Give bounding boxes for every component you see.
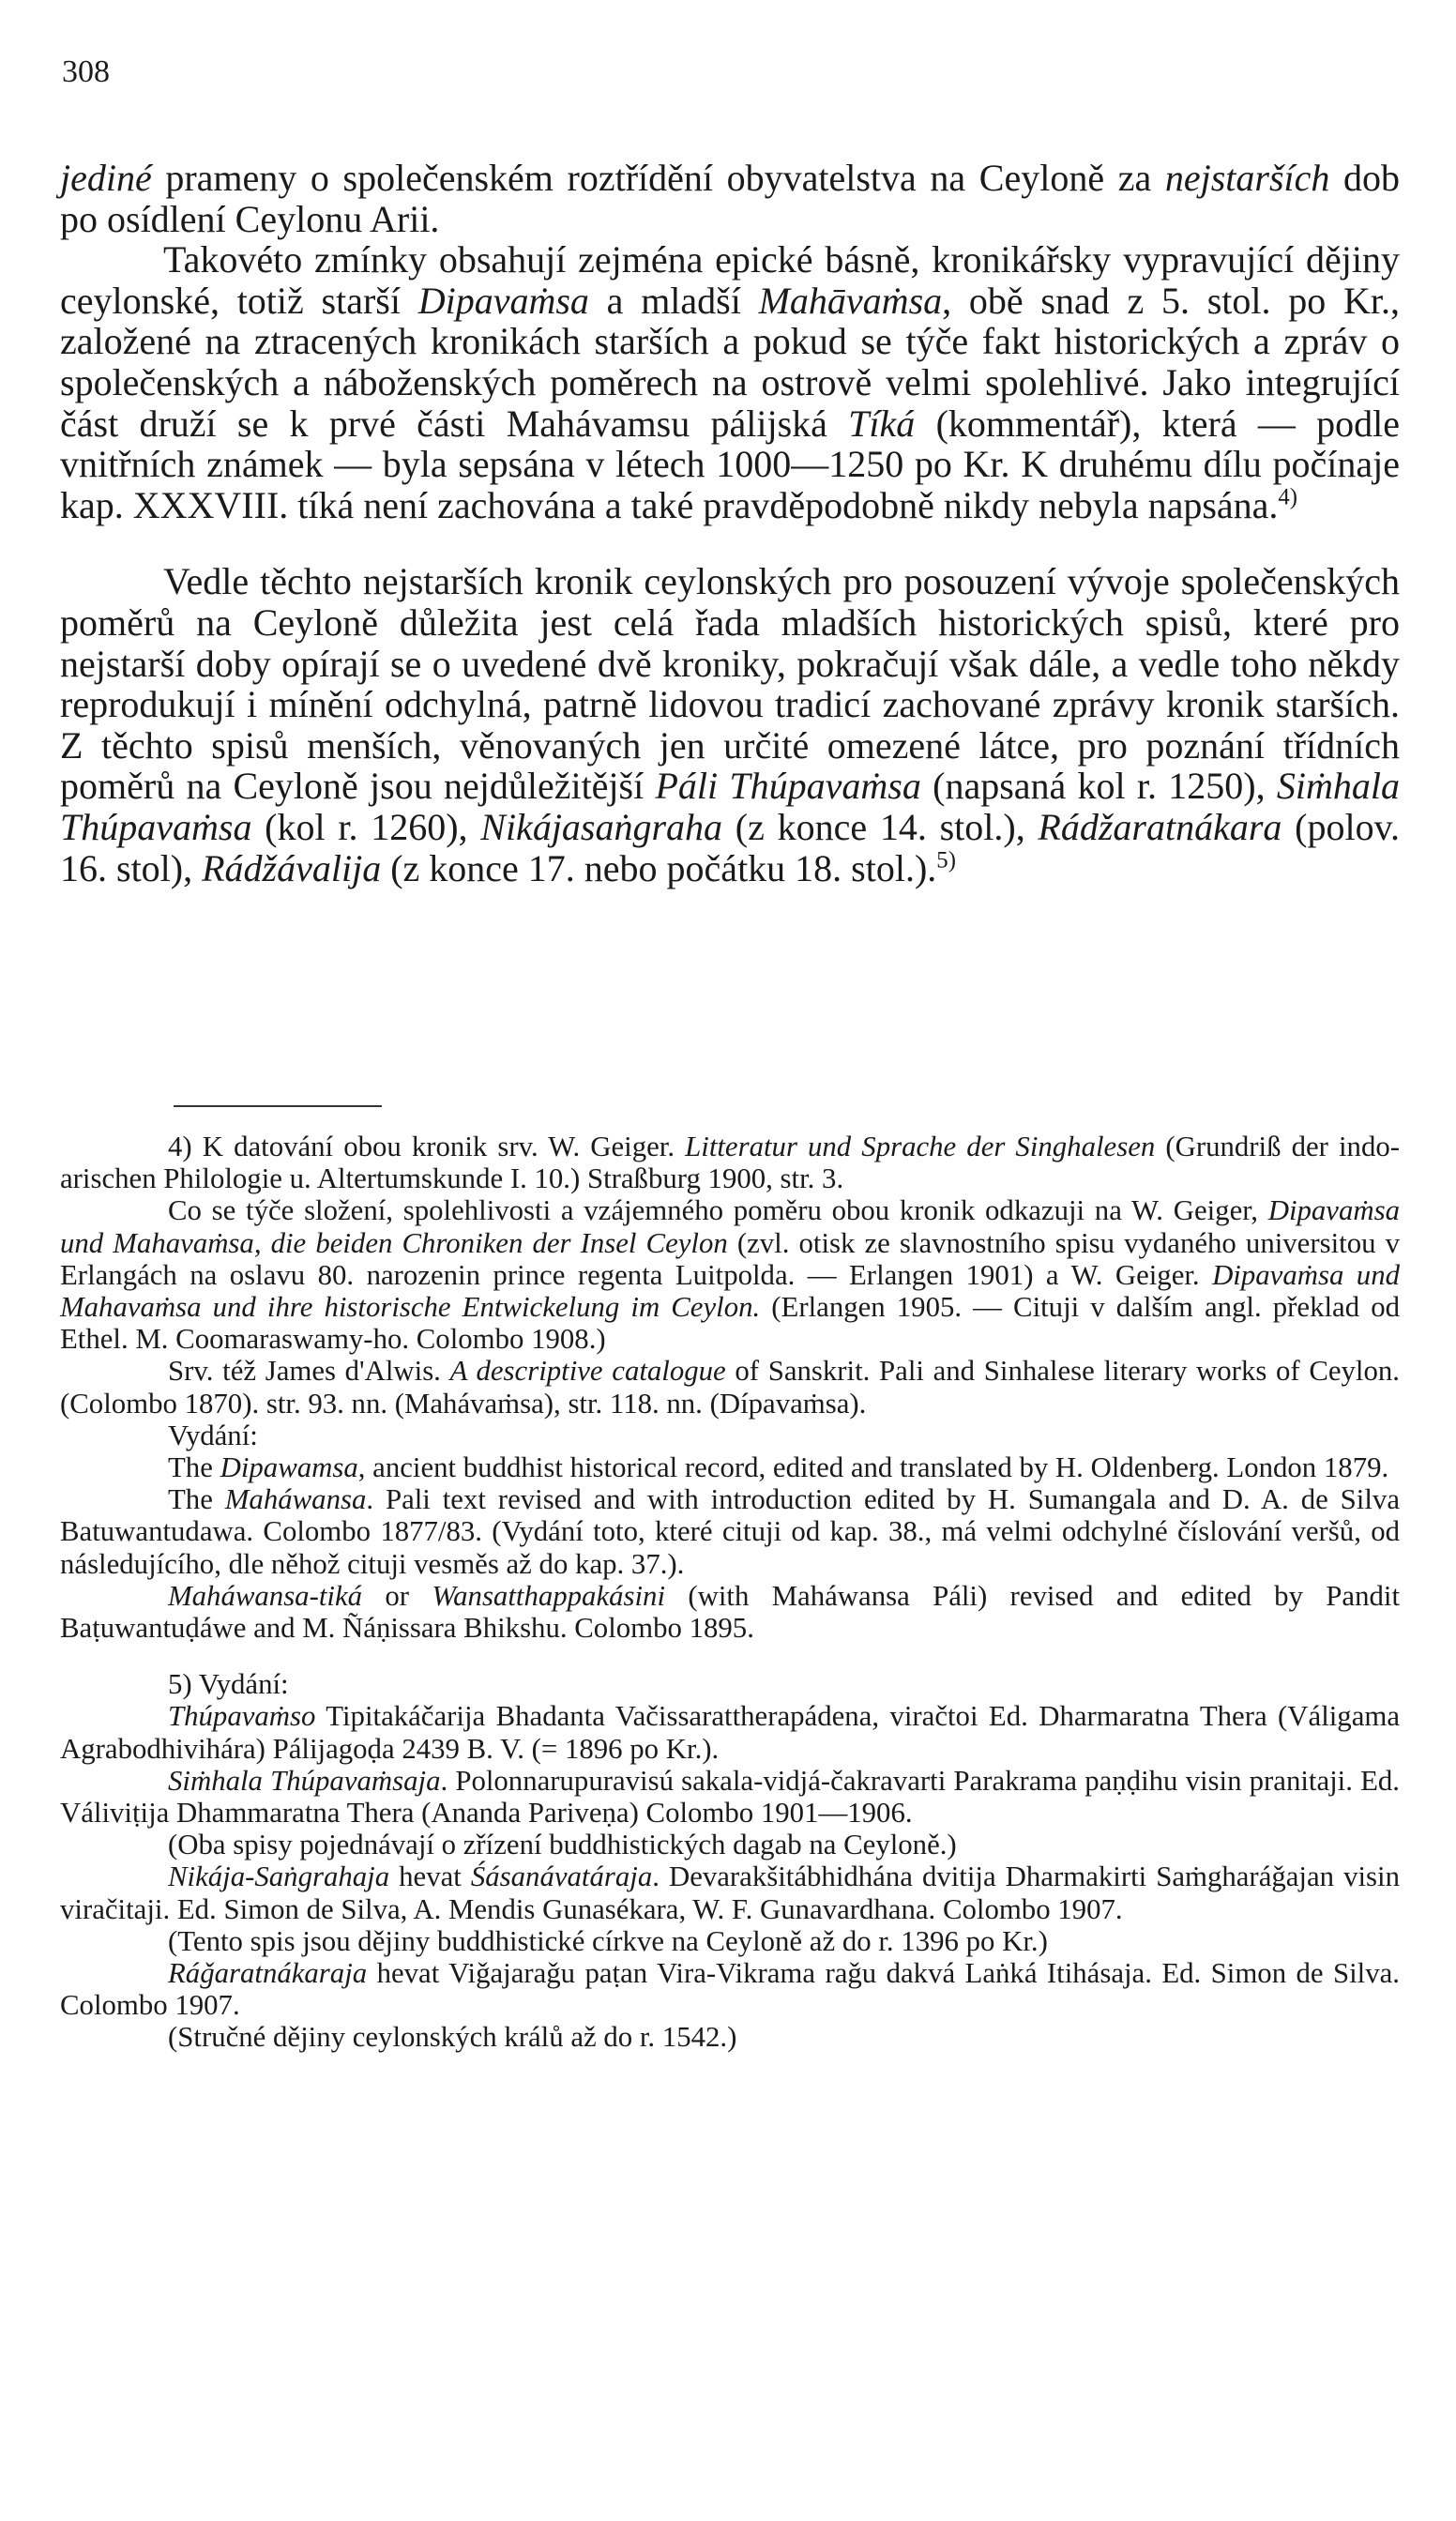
footnote-paragraph: Srv. též James d'Alwis. A descriptive catalogue of Sanskrit. Pali and Sinhalese literary works of Ceylon. (Colombo 1870). str. 93. nn. (Mahávaṁsa), str. 118. nn. (Dípavaṁsa). [60,1355,1400,1420]
footnote-ref-4[interactable]: 4) [1278,484,1298,510]
title-mahavamsa: Mahāvaṁsa [758,279,943,322]
footnote-divider [174,1105,382,1107]
footnote-paragraph: The Maháwansa. Pali text revised and with introduction edited by H. Sumangala and D. A. de Silva Batuwantudawa. Colombo 1877/83. (Vydání toto, které cituji od kap. 38., má velmi odchylné číslování veršů, od následujícího, dle něhož cituji vesměs až do kap. 37.). [60,1483,1400,1580]
footnote-4: 4) K datování obou kronik srv. W. Geiger. Litteratur und Sprache der Singhalesen (Grundriß der indo-arischen Philologie u. Altertumskunde I. 10.) Straßburg 1900, str. 3. [60,1131,1401,1195]
footnote-paragraph: (Stručné dějiny ceylonských králů až do r. 1542.) [168,2021,737,2054]
footnote-paragraph: Nikája-Saṅgrahaja hevat Śásanávatáraja. Devarakšitábhidhána dvitija Dharmakirti Saṁgharáǧajan visin viračitaji. Ed. Simon de Silva, A. Mendis Gunasékara, W. F. Gunavardhana. Colombo 1907. [60,1860,1400,1925]
title-dipavamsa: Dipavaṁsa [417,279,589,322]
footnote-ref-5[interactable]: 5) [936,847,956,873]
footnote-paragraph: (Oba spisy pojednávají o zřízení buddhistických dagab na Ceyloně.) [168,1829,957,1861]
paragraph-1: jediné prameny o společenském roztřídění obyvatelstva na Ceyloně za nejstarších dob po osídlení Ceylonu Arii. [60,157,1400,240]
footnote-heading: Vydání: [168,1419,258,1451]
footnote-paragraph: Thúpavaṁso Tipitakáčarija Bhadanta Vačissarattherapádena, viračtoi Ed. Dharmaratna Thera (Váligama Agrabodhivihára) Pálijagoḍa 2439 B. V. (= 1896 po Kr.). [60,1700,1400,1765]
title-simhala-thupavamsa: Siṁhala Thúpavaṁsa [60,765,1400,848]
title-tika: Tíká [848,402,916,445]
emphasis: nejstarších [1164,157,1330,199]
footnote-paragraph: (Tento spis jsou dějiny buddhistické církve na Ceyloně až do r. 1396 po Kr.) [168,1924,1048,1957]
footnote-paragraph: The Dipawamsa, ancient buddhist historical record, edited and translated by H. Oldenberg. London 1879. [168,1451,1389,1484]
footnote-paragraph: Maháwansa-tiká or Wansatthappakásini (with Maháwansa Páli) revised and edited by Pandit Baṭuwantuḍáwe and M. Ñáṇissara Bhikshu. Colombo 1895. [60,1579,1401,1645]
title-radzaratnakara: Rádžaratnákara [1038,805,1282,848]
title-radzavalija: Rádžávalija [202,846,382,889]
title-pali-thupavamsa: Páli Thúpavaṁsa [655,765,921,808]
main-text [60,158,1400,888]
page-number: 308 [62,54,110,89]
footnote-mark: 5) [168,1668,192,1701]
paragraph-3: Vedle těchto nejstarších kronik ceylonských pro posouzení vývoje společenských poměrů na Ceyloně důležita jest celá řada mladších historických spisů, které pro nejstarší doby opírají se o uvedené dvě kroniky, pokračují však dále, a vedle toho někdy reprodukují i mínění odchylná, patrně lidovou tradicí zachované zprávy kronik starších. Z těchto spisů menších, věnovaných jen určité omezené látce, pro poznání třídních poměrů na Ceyloně jsou nejdůležitější Páli Thúpavaṁsa (napsaná kol r. 1250), Siṁhala Thúpavaṁsa (kol r. 1260), Nikájasaṅgraha (z konce 14. stol.), Rádžaratnákara (polov. 16. stol), Rádžávalija (z konce 17. nebo počátku 18. stol.).$^{5)}$ [60,560,1400,889]
footnote-mark: 4) [168,1131,192,1162]
emphasis: jediné [60,157,152,199]
title-nikajasangraha: Nikájasaṅgraha [480,805,723,848]
footnote-5: 5) Vydání: [168,1668,289,1701]
footnote-paragraph: Siṁhala Thúpavaṁsaja. Polonnarupuravisú sakala-vidjá-čakravarti Parakrama paṇḍihu visin pranitaji. Ed. Váliviṭija Dhammaratna Thera (Ananda Pariveṇa) Colombo 1901—1906. [60,1764,1400,1830]
footnotes [60,1131,1400,2054]
paragraph-2: Takovéto zmínky obsahují zejména epické básně, kronikářsky vypravující dějiny ceylonské, totiž starší Dipavaṁsa a mladší Mahāvaṁsa, obě snad z 5. stol. po Kr., založené na ztracených kronikách starších a pokud se týče fakt historických a zpráv o společenských a náboženských poměrech na ostrově velmi spolehlivé. Jako integrující část druží se k prvé části Mahávamsu pálijská Tíká (kommentář), která — podle vnitřních známek — byla sepsána v létech 1000—1250 po Kr. K druhému dílu počínaje kap. XXXVIII. tíká není zachována a také pravděpodobně nikdy nebyla napsána.$^{4)}$ [60,238,1401,526]
footnote-paragraph: Co se týče složení, spolehlivosti a vzájemného poměru obou kronik odkazuji na W. Geiger, Dipavaṁsa und Mahavaṁsa, die beiden Chroniken der Insel Ceylon (zvl. otisk ze slavnostního spisu vydaného universitou v Erlangách na oslavu 80. narozenin prince regenta Luitpolda. — Erlangen 1901) a W. Geiger. Dipavaṁsa und Mahavaṁsa und ihre historische Entwickelung im Ceylon. (Erlangen 1905. — Cituji v dalším angl. překlad od Ethel. M. Coomaraswamy-ho. Colombo 1908.) [60,1194,1400,1356]
footnote-paragraph: Ráǧaratnákaraja hevat Viǧajaraǧu paṭan Vira-Vikrama raǧu dakvá Laṅká Itihásaja. Ed. Simon de Silva. Colombo 1907. [60,1957,1400,2022]
